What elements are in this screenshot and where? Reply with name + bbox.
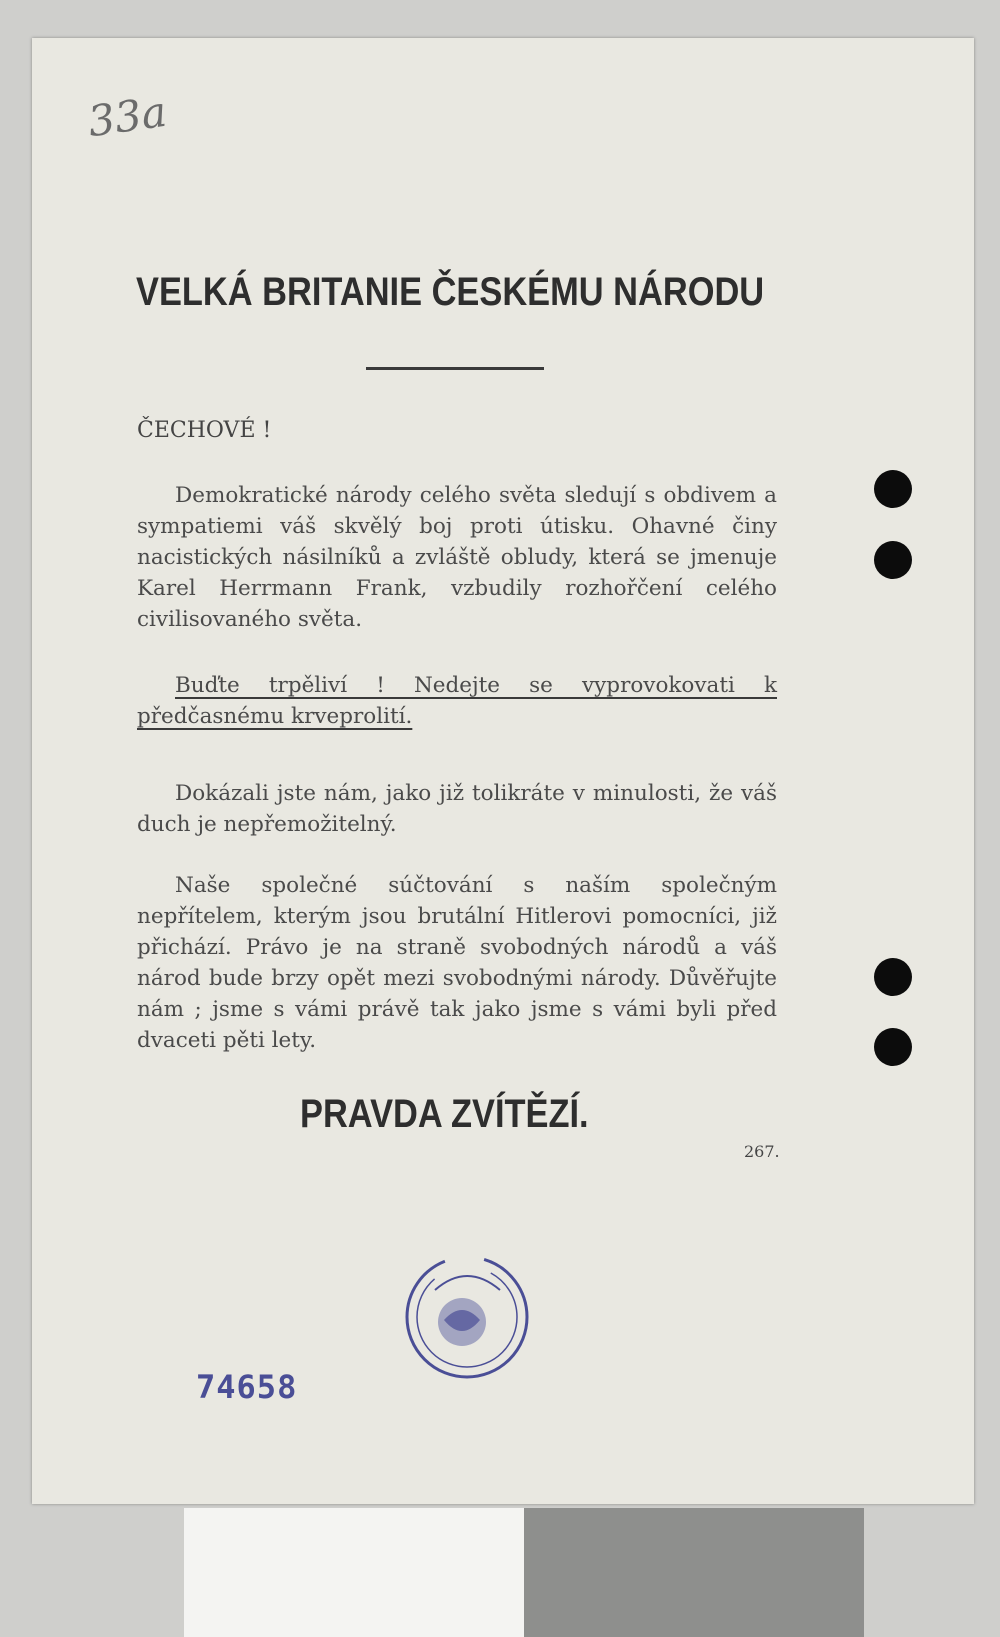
archive-stamp-icon <box>400 1250 535 1385</box>
punch-hole <box>874 958 912 996</box>
paragraph-2 <box>137 670 777 732</box>
calibration-strip-grey <box>524 1508 864 1637</box>
leaflet-title: VELKÁ BRITANIE ČESKÉMU NÁRODU <box>136 270 765 314</box>
punch-hole <box>874 541 912 579</box>
handwritten-annotation: 33a <box>84 86 170 147</box>
paragraph-1: Demokratické národy celého světa sledují s obdivem a sympatiemi váš skvělý boj proti útisku. Ohavné činy nacistických násilníků a zvláště obludy, která se jmenuje Karel Herrmann Frank, vzbudily rozhořčení celého civilisovaného světa. <box>137 482 777 632</box>
paragraph-3: Dokázali jste nám, jako již tolikráte v minulosti, že váš duch je nepřemožitelný. <box>137 780 777 837</box>
punch-hole <box>874 470 912 508</box>
paragraph-4: Naše společné súčtování s naším společným nepřítelem, kterým jsou brutální Hitlerovi pomocníci, již přichází. Právo je na straně svobodných národů a váš národ bude brzy opět mezi svobodnými národy. Důvěřujte nám ; jsme s vámi právě tak jako jsme s vámi byli před dvaceti pěti lety. <box>137 872 777 1053</box>
punch-hole <box>874 1028 912 1066</box>
title-divider <box>366 367 544 370</box>
calibration-strip-white <box>184 1508 524 1637</box>
salutation: ČECHOVÉ ! <box>137 418 272 443</box>
inventory-number: 74658 <box>196 1368 298 1406</box>
print-number: 267. <box>744 1142 780 1161</box>
closing-motto: PRAVDA ZVÍTĚZÍ. <box>300 1092 589 1136</box>
paragraph-2-underlined-text: Buďte trpěliví ! Nedejte se vyprovokovati k předčasnému krveprolití. <box>137 672 777 729</box>
